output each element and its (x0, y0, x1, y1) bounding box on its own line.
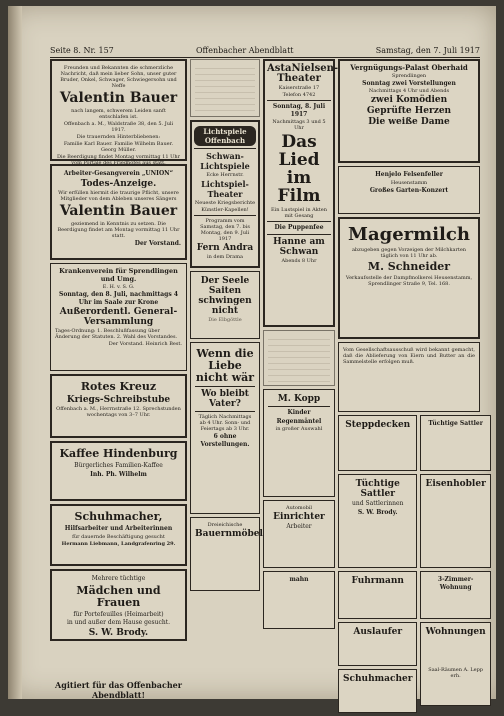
arbeiter-text: Arbeiter (286, 523, 312, 530)
death-notice-mourners: Die trauernden Hinterbliebenen: (76, 134, 161, 140)
zimmer-wohnung-ad (420, 571, 490, 619)
maedchen-text: in und außer dem Hause gesucht. (66, 619, 171, 626)
rotes-kreuz-ad (50, 374, 187, 438)
union-death-notice-ad (50, 164, 187, 260)
eisenhobler-ad (420, 474, 490, 568)
magermilch-title: Magermilch (348, 224, 470, 245)
column-2 (190, 59, 263, 594)
bauern-title: Bauernmöbel (195, 529, 263, 539)
public-notice-text: Vom Gesellschaftsausschuß wird bekannt gemacht, daß die Ablieferung von Eiern und Butter an die Sammelstelle erfolgen muß. (343, 347, 475, 365)
eisenhobler-title: Eisenhobler (425, 479, 486, 489)
sonntag-vorstellungen: Sonntag zwei Vorstellungen (362, 79, 456, 87)
lied-title: Das Lied im Film (277, 132, 321, 206)
heusenstamm: Heusenstamm (390, 179, 428, 186)
schuhmacher2-ad (338, 669, 417, 713)
gepruefte-herzen: Geprüfte Herzen (366, 106, 452, 116)
column-3 (263, 59, 339, 632)
column-4 (338, 59, 486, 716)
bottom-text: Saal-Räumen A. Lepp erh. (428, 667, 484, 679)
faded-lines (268, 334, 330, 382)
krankenverein-sign: Der Vorstand. Heinrich Best. (108, 341, 182, 347)
union-text: Wir erfüllen hiermit die traurige Pflicht, unsere Mitglieder von dem Ableben unseres Sängers (58, 189, 179, 202)
sattler-text: und Sattlerinnen (352, 500, 404, 507)
program-date: Programm vom Samstag, den 7. bis Montag, den 9. Juli 1917 (200, 218, 250, 242)
magermilch-text: abzugeben gegen Vorzeigen der Milchkarten täglich von 11 Uhr ab. (351, 247, 467, 259)
schwan-sub: Ecke Herrnstr. (206, 172, 244, 178)
hanne-title: Hanne am Schwan (273, 236, 325, 257)
schneider-title: M. Schneider (367, 260, 451, 273)
krankenverein-subtitle: E. H. v. S. G. (102, 284, 135, 290)
mahn-ad (263, 571, 335, 629)
page-header (50, 43, 480, 58)
maedchen-title: Mädchen und Frauen (76, 583, 161, 609)
steppdecken-title: Steppdecken (345, 420, 411, 430)
artists-text: Künstler-Kapellen! (201, 207, 249, 213)
wenn-title: Wenn die Liebe nicht wär (195, 347, 255, 384)
col4-right (420, 415, 490, 716)
asta-shows: Nachmittags 3 und 5 Uhr (272, 119, 326, 131)
henjelo-ad (338, 166, 480, 214)
rotes-kreuz-text: Offenbach a. M., Herrnstraße 12. Sprechstunden wochentags von 3–7 Uhr. (56, 406, 181, 418)
hindenburg-title: Kaffee Hindenburg (59, 447, 178, 460)
hindenburg-text: Bürgerliches Familien-Kaffee (74, 462, 163, 469)
kinder-text: in großer Auswahl (275, 426, 323, 432)
kaffee-hindenburg-ad (50, 441, 187, 501)
krankenverein-agenda: Tages-Ordnung: 1. Beschlußfassung über Änderung der Statuten. 2. Wahl des Vorstandes. (55, 328, 178, 340)
mahn-text: mahn (289, 576, 309, 583)
union-sign: Der Vorstand. (134, 239, 181, 247)
show-times: Täglich Nachmittags ab 4 Uhr. Sonn- und Feiertags ab 3 Uhr. (198, 414, 252, 432)
asta-phone: Telefon 4742 (282, 92, 316, 98)
schwan-lichtspiele-ad (190, 120, 260, 268)
weisse-dame: Die weiße Dame (368, 117, 450, 127)
zwei-komoedien: zwei Komödien (370, 95, 448, 105)
krankenverein-headline: Außerordentl. General-Versammlung (59, 307, 178, 327)
maedchen-company: S. W. Brody. (88, 627, 149, 638)
nachmittags-text: Nachmittags 4 Uhr und Abends (368, 88, 450, 94)
death-notice-name: Valentin Bauer (59, 90, 178, 106)
death-notice-families: Familie Karl Bauer. Familie Wilhelm Bauer. Georg Müller. (63, 141, 174, 153)
death-notice-place-date: Offenbach a. M., Waldstraße 38, den 5. Juli 1917. (63, 121, 174, 133)
regenmantel-title: Regenmäntel (276, 417, 322, 425)
schuhmacher-line: Hilfsarbeiter und Arbeiterinnen (64, 525, 173, 532)
einrichter-title: Einrichter (273, 512, 325, 522)
fern-text: in dem Drama (206, 254, 243, 260)
schuhmacher-text: für dauernde Beschäftigung gesucht (72, 533, 165, 540)
schuhmacher-company: Hermann Liebmann, Landgrafenring 29. (61, 540, 176, 547)
steppdecken-ad (338, 415, 417, 471)
wenn-liebe-ad (190, 342, 260, 514)
sattler2-ad (420, 415, 490, 471)
krankenverein-title: Krankenverein für Sprendlingen und Umg. (59, 267, 178, 283)
schneider-text: Verkaufsstelle der Dampfmolkerei Heusenstamm, Sprendlinger Straße 9, Tel. 168. (345, 275, 473, 287)
bauern-top: Dreieichische (207, 522, 243, 528)
col4-left (338, 415, 417, 716)
fuhrmann-title: Fuhrmann (351, 576, 404, 586)
schuhmacher2-title: Schuhmacher (343, 674, 413, 684)
asta-date: Sonntag, 8. Juli 1917 (272, 103, 326, 118)
asta-address: Kaiserstraße 17 (278, 85, 320, 91)
maedchen-top: Mehrere tüchtige (91, 575, 146, 582)
vorstellungen: 6 ohne Vorstellungen. (200, 433, 250, 448)
asta-nielsen-theater-ad (263, 59, 339, 327)
grosses-konzert: Großes Garten-Konzert (369, 186, 449, 194)
death-notice-footer: Die Beerdigung findet Montag vormittag 11 Uhr vom Portale des Friedhofes aus statt. (57, 154, 180, 166)
union-title: Arbeiter-Gesangverein „UNION“ (63, 170, 174, 177)
header-date: Samstag, den 7. Juli 1917 (375, 45, 480, 55)
death-notice-body: nach langem, schwerem Leiden sanft entschlafen ist. (71, 108, 166, 120)
magermilch-ad (338, 217, 480, 339)
krankenverein-text: Sonntag, den 8. Juli, nachmittags 4 Uhr im Saale zur Krone (58, 291, 178, 306)
vergnuegung-title: Vergnügungs-Palast Oberhaid (350, 63, 468, 72)
col4-split (338, 415, 486, 716)
kopp-title: M. Kopp (277, 394, 321, 404)
puppenfee-title: Die Puppenfee (274, 224, 324, 231)
union-name: Valentin Bauer (59, 202, 178, 219)
schuhmacher-title: Schuhmacher, (74, 510, 163, 523)
col3-faded-ad (263, 330, 335, 386)
fuhrmann-ad (338, 571, 417, 619)
newspaper-page (8, 6, 496, 699)
lied-text: Ein Lustspiel in Akten mit Gesang (271, 207, 327, 219)
program-text: Neueste Kriegsberichte (194, 200, 256, 206)
lichtspiel-theater-title: Lichtspiel-Theater (201, 179, 249, 199)
wohnungen-ad (420, 622, 490, 706)
wohnungen-title: Wohnungen (425, 627, 486, 637)
bauernmoebel-ad (190, 517, 263, 591)
rotes-kreuz-subtitle: Kriegs-Schreibstube (66, 395, 171, 405)
vergnuegungs-palast-ad (338, 59, 480, 163)
abend-time: Abends 8 Uhr (281, 257, 317, 264)
union-subtitle: Todes-Anzeige. (80, 178, 157, 189)
wo-bleibt-vater: Wo bleibt Vater? (201, 389, 249, 409)
einrichter-top: Automobil (285, 505, 312, 511)
header-newspaper-title: Offenbacher Abendblatt (195, 45, 294, 55)
seele-saiten-ad (190, 271, 260, 339)
kopp-ad (263, 389, 335, 497)
death-notice-ad (50, 59, 187, 166)
brody-sign: S. W. Brody. (357, 508, 398, 516)
henjelo-title: Henjelo Felsenfeller (375, 171, 443, 178)
public-notice (338, 342, 480, 412)
schuhmacher-ad (50, 504, 187, 566)
schwan-title: Schwan-Lichtspiele (200, 151, 250, 171)
tuechtige-sattler-title: Tüchtige Sattler (355, 479, 400, 499)
sattler-ad (338, 474, 417, 568)
asta-title: AstaNielsen-Theater (267, 63, 339, 84)
zimmer-title: 3-Zimmer-Wohnung (437, 576, 474, 591)
death-notice-intro: Freunden und Bekannten die schmerzliche Nachricht, daß mein lieber Sohn, unser guter Bruder, Onkel, Schwager, Schwiegersohn und Neffe (60, 65, 177, 89)
ornament-lines (195, 63, 255, 113)
header-page-number: Seite 8. Nr. 157 (50, 45, 114, 55)
vergnuegung-sub: Sprendlingen (391, 72, 427, 79)
auslaeufer-title: Auslaufer (353, 627, 403, 637)
seele-title: Der Seele Saiten schwingen nicht (198, 276, 252, 316)
column-1 (50, 59, 187, 644)
agitation-footer: Agitiert für das Offenbacher Abendblatt! (55, 680, 182, 700)
kinder-title: Kinder (287, 409, 311, 416)
sattler2-title: Tüchtige Sattler (428, 420, 483, 427)
page-binding (8, 6, 22, 699)
union-text2: geziemend in Kenntnis zu setzen. Die Beerdigung findet am Montag vormittag 11 Uhr statt. (57, 220, 180, 239)
rotes-kreuz-title: Rotes Kreuz (80, 380, 157, 393)
col2-top-ornament (190, 59, 260, 117)
krankenverein-ad (50, 263, 187, 371)
elbgoelle-title: Die Elbgöttle (208, 317, 242, 323)
lichtspiele-logo: Lichtspiele Offenbach (194, 126, 256, 146)
hindenburg-owner: Inh. Ph. Wilhelm (90, 470, 147, 478)
maedchen-frauen-ad (50, 569, 187, 641)
fern-andra: Fern Andra (196, 243, 254, 253)
einrichter-ad (263, 500, 335, 568)
maedchen-line: für Portefeuilles (Heimarbeit) (73, 610, 164, 618)
auslaeufer-ad (338, 622, 417, 666)
